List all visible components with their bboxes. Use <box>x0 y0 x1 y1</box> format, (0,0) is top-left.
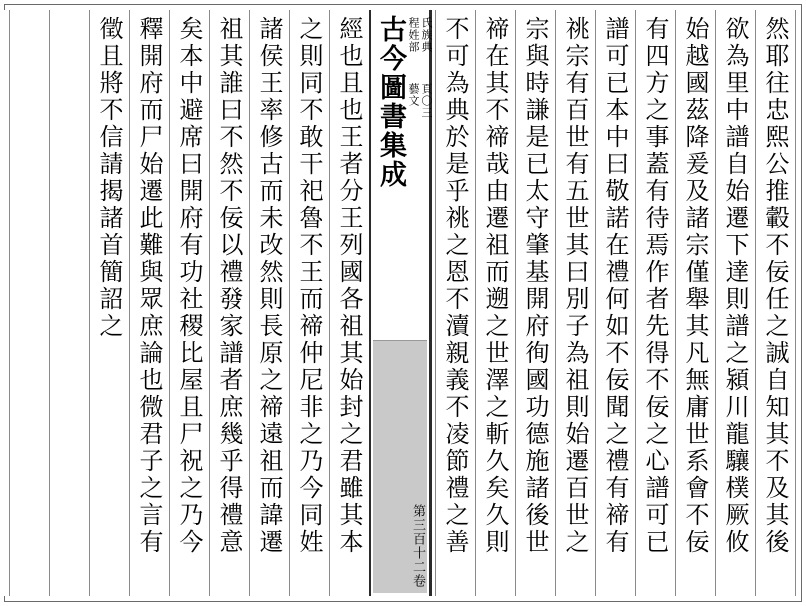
column-text: 不可為典於是乎祧之恩不瀆親義不凌節禮之善 <box>441 16 469 556</box>
column-text: 宗與時謙是已太守肇基開府徇國功德施諸後世 <box>521 16 549 556</box>
blank-column <box>49 10 90 596</box>
section-name-top: 氏族典 <box>420 17 433 53</box>
text-column <box>715 10 756 596</box>
text-column <box>89 10 130 596</box>
column-text: 經也且也王者分王列國各祖其始封之君雖其本 <box>335 16 363 556</box>
text-column <box>435 10 476 596</box>
page-number-label: 藝文 <box>407 83 420 107</box>
column-text: 諸侯王率修古而未改然則長原之禘遠祖而諱遷 <box>255 16 283 556</box>
column-text: 矣本中避席曰開府有功社稷比屋且尸祝之乃今 <box>175 16 203 556</box>
column-text: 祖其誰曰不然不佞以禮發家譜者庶幾乎得禮意 <box>215 16 243 556</box>
text-column <box>169 10 210 596</box>
column-text: 有四方之事蓋有待焉作者先得不佞之心譜可已 <box>641 16 669 556</box>
text-column <box>289 10 330 596</box>
section-name-right-top: 程姓部 <box>407 17 420 53</box>
text-column <box>249 10 290 596</box>
text-column <box>635 10 676 596</box>
column-text: 譜可已本中曰敬諾在禮何如不佞聞之禮有禘有 <box>601 16 629 556</box>
column-text: 欲為里中譜自始遷下達則譜之潁川龍驤樸厥攸 <box>721 16 749 556</box>
column-text: 徵且將不信請揭諸首簡詔之 <box>95 16 123 340</box>
text-column <box>675 10 716 596</box>
text-columns <box>10 10 796 596</box>
column-text: 祧宗有百世有五世其曰別子為祖則始遷百世之 <box>561 16 589 556</box>
text-column <box>129 10 170 596</box>
blank-column <box>9 10 50 596</box>
text-column <box>595 10 636 596</box>
column-text: 釋開府而尸始遷此難與眾庶論也微君子之言有 <box>135 16 163 556</box>
text-column <box>209 10 250 596</box>
title-cartouche <box>369 10 431 596</box>
text-column <box>329 10 370 596</box>
column-text: 始越國茲降爰及諸宗僅舉其凡無庸世系會不佞 <box>681 16 709 556</box>
column-text: 然耶往忠熙公推轂不佞任之誠自知其不及其後 <box>761 16 789 556</box>
text-column <box>515 10 556 596</box>
column-text: 禘在其不禘哉由遷祖而遡之世澤之斬久矣久則 <box>481 16 509 556</box>
book-title: 古今圖書集成 <box>375 15 406 189</box>
column-text: 之則同不敢干祀魯不王而禘仲尼非之乃今同姓 <box>295 16 323 556</box>
volume-label: 第三百十二卷 <box>410 504 425 588</box>
text-column <box>755 10 796 596</box>
page-border <box>4 4 802 602</box>
blank-column <box>0 10 10 596</box>
text-column <box>475 10 516 596</box>
text-column <box>555 10 596 596</box>
folio-label: 頁〇三 <box>420 83 433 119</box>
